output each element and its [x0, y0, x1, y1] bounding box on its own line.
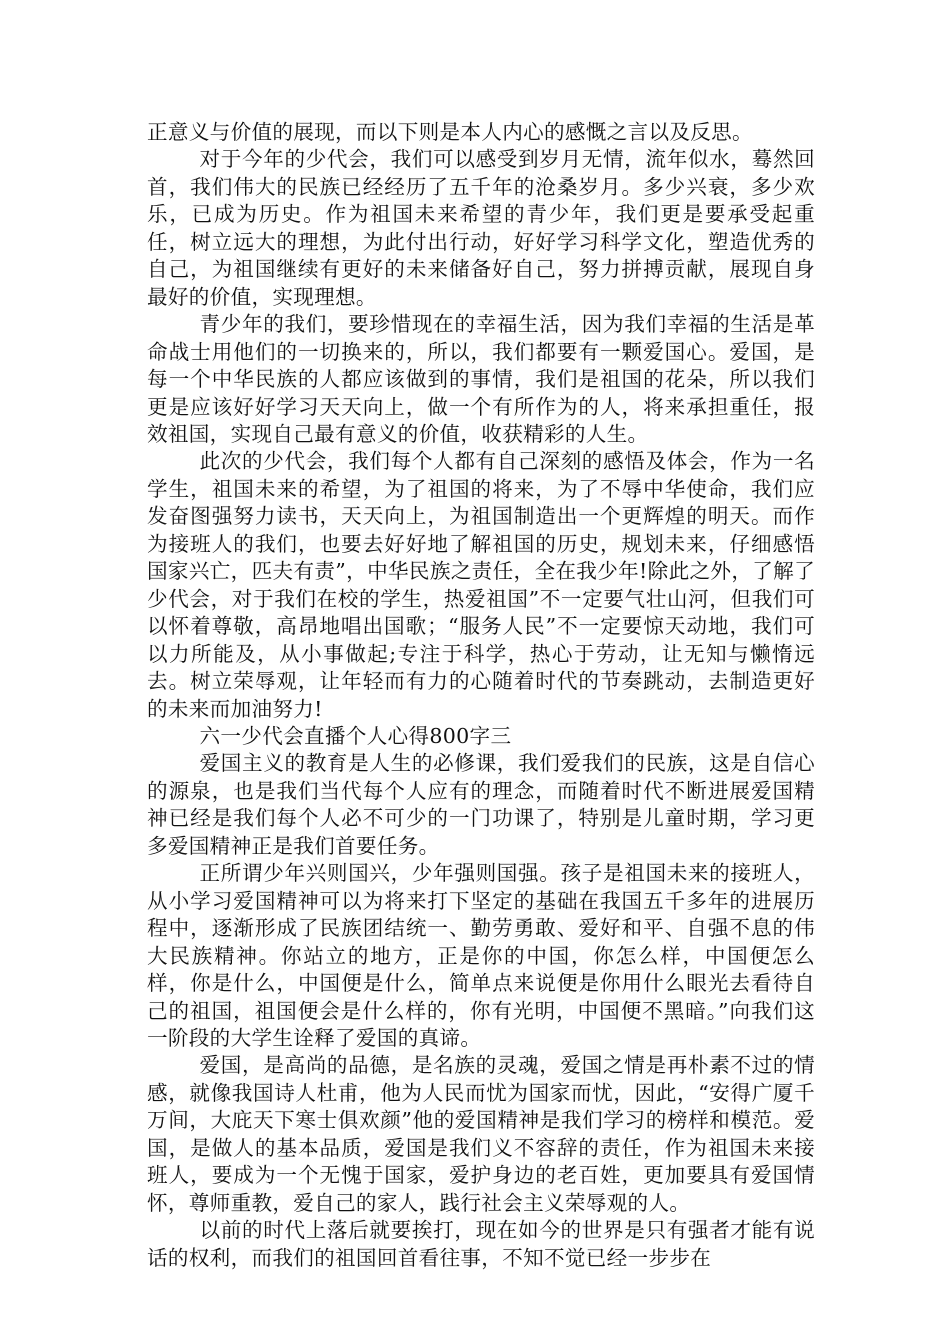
- paragraph: 爱国主义的教育是人生的必修课，我们爱我们的民族，这是自信心的源泉，也是我们当代每个人应有的理念，而随着时代不断进展爱国精神已经是我们每个人必不可少的一门功课了，特别是儿童时期，学习更多爱国精神正是我们首要任务。: [147, 751, 815, 858]
- section-heading: 六一少代会直播个人心得800字三: [199, 723, 512, 748]
- paragraph: 正所谓少年兴则国兴，少年强则国强。孩子是祖国未来的接班人，从小学习爱国精神可以为将来打下坚定的基础在我国五千多年的进展历程中，逐渐形成了民族团结统一、勤劳勇敢、爱好和平、自强不息的伟大民族精神。你站立的地方，正是你的中国，你怎么样，中国便怎么样，你是什么，中国便是什么，简单点来说便是你用什么眼光去看待自己的祖国，祖国便会是什么样的，你有光明，中国便不黑暗。”向我们这一阶段的大学生诠释了爱国的真谛。: [147, 861, 815, 1050]
- paragraph: 爱国，是高尚的品德，是名族的灵魂，爱国之情是再朴素不过的情感，就像我国诗人杜甫，他为人民而忧为国家而忧，因此，“安得广厦千万间，大庇天下寒士俱欢颜”他的爱国精神是我们学习的榜样和模范。爱国，是做人的基本品质，爱国是我们义不容辞的责任，作为祖国未来接班人，要成为一个无愧于国家，爱护身边的老百姓，更加要具有爱国情怀，尊师重教，爱自己的家人，践行社会主义荣辱观的人。: [147, 1053, 815, 1215]
- paragraph: 此次的少代会，我们每个人都有自己深刻的感悟及体会，作为一名学生，祖国未来的希望，为了祖国的将来，为了不辱中华使命，我们应发奋图强努力读书，天天向上，为祖国制造出一个更辉煌的明天。而作为接班人的我们，也要去好好地了解祖国的历史，规划未来，仔细感悟国家兴亡，匹夫有责”，中华民族之责任，全在我少年!除此之外，了解了少代会，对于我们在校的学生，热爱祖国”不一定要气壮山河，但我们可以怀着尊敬，高昂地唱出国歌；“服务人民”不一定要惊天动地，我们可以力所能及，从小事做起;专注于科学，热心于劳动，让无知与懒惰远去。树立荣辱观，让年轻而有力的心随着时代的节奏跳动，去制造更好的未来而加油努力!: [147, 449, 815, 721]
- paragraph-continued: 正意义与价值的展现，而以下则是本人内心的感慨之言以及反思。: [147, 120, 753, 144]
- document-body: [147, 119, 815, 1272]
- paragraph: 以前的时代上落后就要挨打，现在如今的世界是只有强者才能有说话的权利，而我们的祖国回首看往事，不知不觉已经一步步在: [147, 1218, 815, 1270]
- paragraph: 青少年的我们，要珍惜现在的幸福生活，因为我们幸福的生活是革命战士用他们的一切换来的，所以，我们都要有一颗爱国心。爱国，是每一个中华民族的人都应该做到的事情，我们是祖国的花朵，所以我们更是应该好好学习天天向上，做一个有所作为的人，将来承担重任，报效祖国，实现自己最有意义的价值，收获精彩的人生。: [147, 312, 815, 446]
- paragraph: 对于今年的少代会，我们可以感受到岁月无情，流年似水，蓦然回首，我们伟大的民族已经经历了五千年的沧桑岁月。多少兴衰，多少欢乐，已成为历史。作为祖国未来希望的青少年，我们更是要承受起重任，树立远大的理想，为此付出行动，好好学习科学文化，塑造优秀的自己，为祖国继续有更好的未来储备好自己，努力拼搏贡献，展现自身最好的价值，实现理想。: [147, 147, 815, 309]
